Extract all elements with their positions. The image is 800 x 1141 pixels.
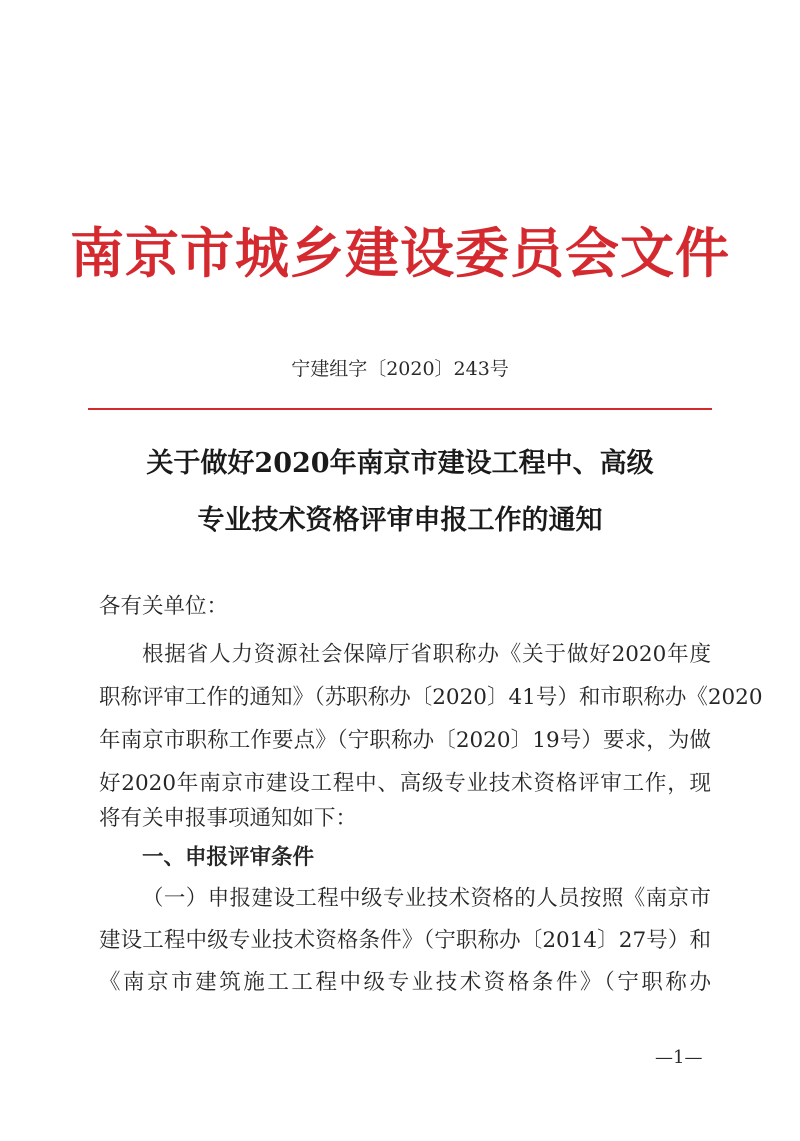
document-number: 宁建组字〔2020〕243号 xyxy=(291,358,509,380)
paragraph-1-line-2: 职称评审工作的通知》（苏职称办〔2020〕41号）和市职称办《2020 xyxy=(99,685,763,710)
notice-title-line-2: 专业技术资格评审申报工作的通知 xyxy=(197,505,603,536)
notice-title-line-1: 关于做好2020年南京市建设工程中、高级 xyxy=(146,448,654,479)
paragraph-1-line-3: 年南京市职称工作要点》（宁职称办〔2020〕19号）要求，为做 xyxy=(99,728,711,753)
paragraph-1-line-1: 根据省人力资源社会保障厅省职称办《关于做好2020年度 xyxy=(142,642,711,667)
paragraph-2-line-1: （一）申报建设工程中级专业技术资格的人员按照《南京市 xyxy=(142,886,711,911)
paragraph-2-line-3: 《南京市建筑施工工程中级专业技术资格条件》（宁职称办 xyxy=(99,970,711,995)
paragraph-2-line-2: 建设工程中级专业技术资格条件》（宁职称办〔2014〕27号）和 xyxy=(99,928,711,953)
salutation: 各有关单位： xyxy=(99,594,229,619)
issuer-header: 南京市城乡建设委员会文件 xyxy=(70,222,730,285)
paragraph-1-line-4: 好2020年南京市建设工程中、高级专业技术资格评审工作，现 xyxy=(99,771,711,796)
section-1-heading: 一、申报评审条件 xyxy=(142,845,315,870)
paragraph-1-line-5: 将有关申报事项通知如下： xyxy=(99,806,358,831)
page-number: —1— xyxy=(655,1047,703,1068)
red-divider-line xyxy=(88,408,712,410)
